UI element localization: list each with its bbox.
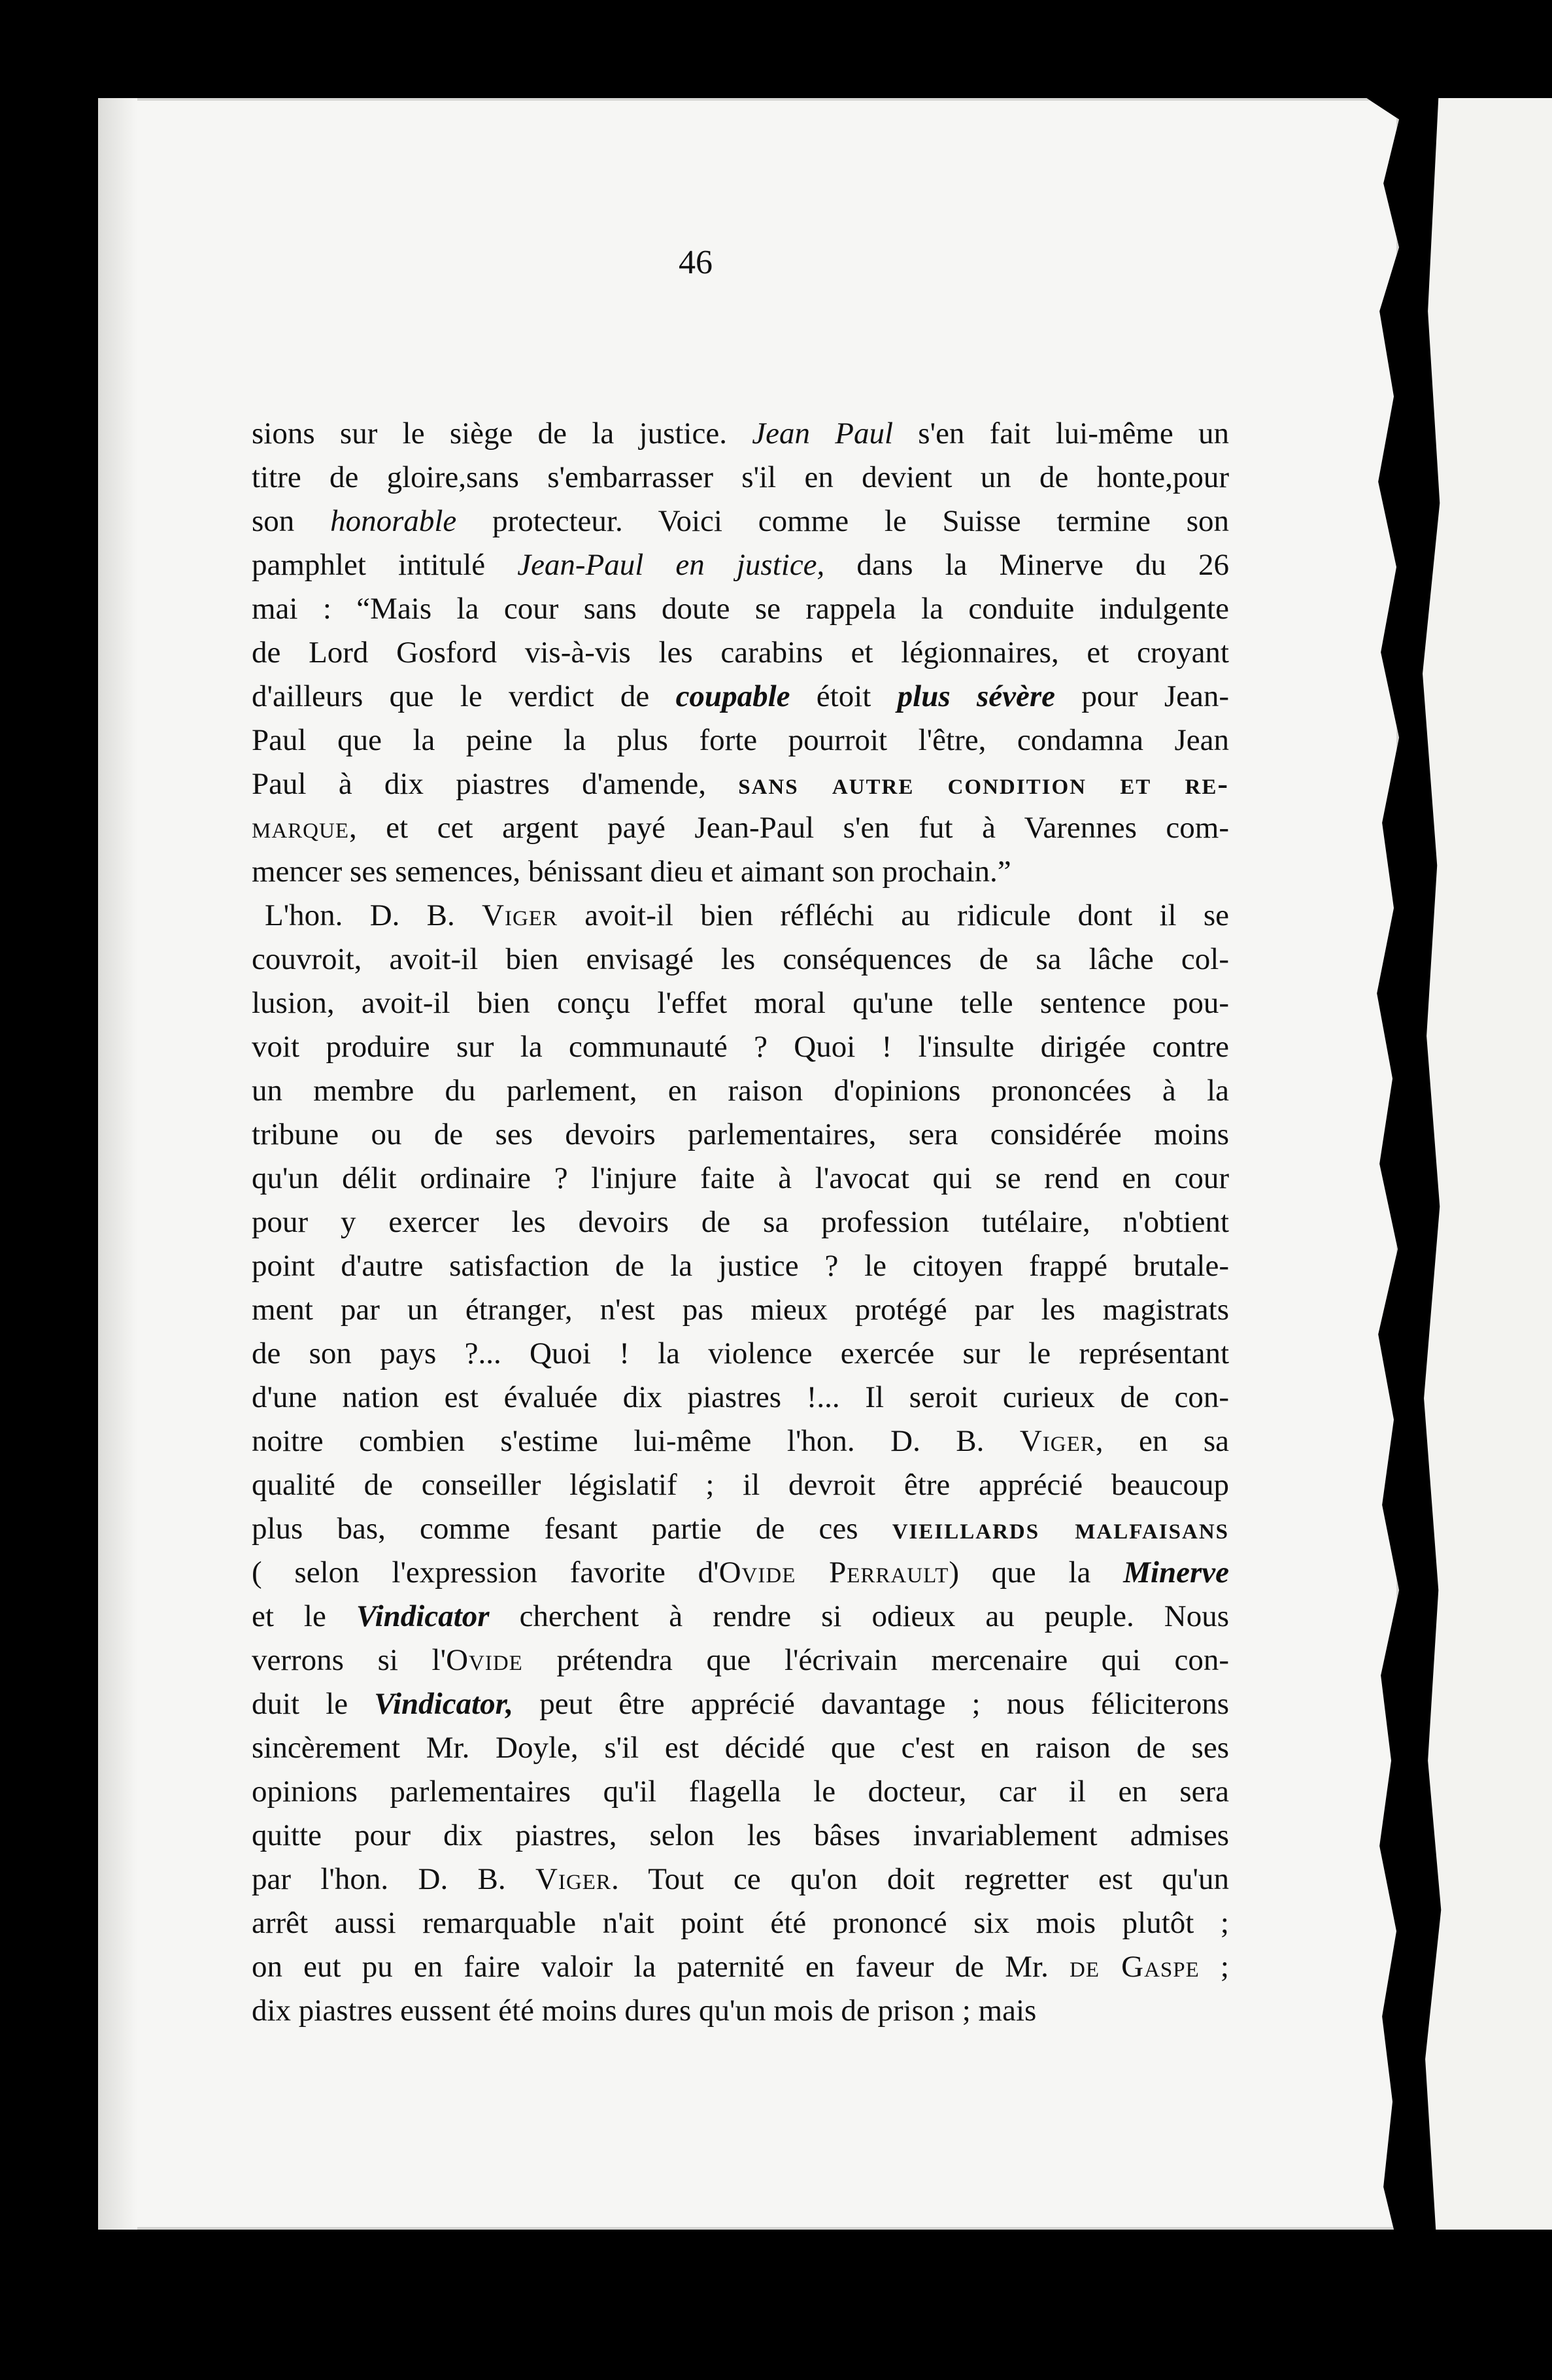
text-run: couvroit, avoit-il bien envisagé les conséquences de sa lâche col-: [252, 942, 1229, 976]
text-line: [252, 1507, 1229, 1551]
text-run: étoit: [790, 679, 898, 713]
text-line: [252, 981, 1229, 1025]
text-run: de Lord Gosford vis-à-vis les carabins et légionnaires, et croyant: [252, 636, 1229, 670]
text-run: dix piastres eussent été moins dures qu'un mois de prison ; mais: [252, 1994, 1037, 2028]
text-run: son: [252, 504, 331, 538]
text-run: pour y exercer les devoirs de sa profession tutélaire, n'obtient: [252, 1205, 1229, 1239]
text-run: s'en fait lui-même un: [893, 416, 1229, 450]
text-run: Jean Paul: [752, 416, 894, 450]
text-run: marque: [252, 811, 350, 845]
text-run: Vindicator,: [374, 1687, 514, 1721]
text-line: [252, 1463, 1229, 1507]
text-run: Minerve: [1123, 1556, 1229, 1590]
text-run: sans autre condition et re-: [738, 767, 1229, 801]
text-run: d'une nation est évaluée dix piastres !... Il seroit curieux de con-: [252, 1380, 1229, 1414]
text-line: [252, 1288, 1229, 1332]
text-run: mai : “Mais la cour sans doute se rappela la conduite indulgente: [252, 592, 1229, 626]
text-run: point d'autre satisfaction de la justice ? le citoyen frappé brutale-: [252, 1249, 1229, 1283]
text-run: Viger: [1019, 1424, 1096, 1458]
text-line: [252, 938, 1229, 981]
text-run: L'hon. D. B.: [265, 898, 482, 932]
text-line: [252, 1726, 1229, 1770]
text-run: un membre du parlement, en raison d'opinions prononcées à la: [252, 1074, 1229, 1108]
text-run: dans la Minerve du 26: [824, 548, 1229, 582]
text-run: lusion, avoit-il bien conçu l'effet moral qu'une telle sentence pou-: [252, 986, 1229, 1020]
text-line: [252, 1376, 1229, 1420]
text-run: d'ailleurs que le verdict de: [252, 679, 676, 713]
text-run: peut être apprécié davantage ; nous féliciterons: [513, 1687, 1229, 1721]
text-line: [252, 1332, 1229, 1376]
text-line: [252, 1989, 1229, 2033]
text-line: [252, 806, 1229, 850]
text-line: [252, 1945, 1229, 1989]
text-line: [252, 850, 1229, 894]
text-line: [252, 1770, 1229, 1814]
text-run: sincèrement Mr. Doyle, s'il est décidé que c'est en raison de ses: [252, 1731, 1229, 1765]
text-run: arrêt aussi remarquable n'ait point été prononcé six mois plutôt ;: [252, 1906, 1229, 1940]
text-run: coupable: [675, 679, 790, 713]
text-line: [252, 1595, 1229, 1639]
text-line: [252, 1814, 1229, 1858]
text-line: [252, 675, 1229, 719]
text-run: pamphlet intitulé: [252, 548, 518, 582]
text-run: prétendra que l'écrivain mercenaire qui con-: [522, 1643, 1229, 1677]
text-run: plus sévère: [897, 679, 1056, 713]
text-run: qu'un délit ordinaire ? l'injure faite à l'avocat qui se rend en cour: [252, 1161, 1229, 1195]
text-line: [252, 1682, 1229, 1726]
text-run: Viger: [482, 898, 558, 932]
text-run: Paul à dix piastres d'amende,: [252, 767, 739, 801]
text-run: ;: [1199, 1950, 1229, 1984]
text-run: on eut pu en faire valoir la paternité en faveur de Mr.: [252, 1950, 1070, 1984]
text-run: Ovide: [446, 1643, 523, 1677]
text-run: . Tout ce qu'on doit regretter est qu'un: [611, 1862, 1229, 1896]
text-line: [252, 719, 1229, 762]
text-line: [252, 456, 1229, 500]
text-line: [252, 762, 1229, 806]
text-run: Jean-Paul en justice,: [517, 548, 825, 582]
text-line: [252, 412, 1229, 456]
text-run: par l'hon. D. B.: [252, 1862, 536, 1896]
text-run: noitre combien s'estime lui-même l'hon. D. B.: [252, 1424, 1020, 1458]
text-run: mencer ses semences, bénissant dieu et aimant son prochain.”: [252, 855, 1011, 889]
text-run: ( selon l'expression favorite d': [252, 1556, 719, 1590]
text-run: Viger: [535, 1862, 611, 1896]
text-run: titre de gloire,sans s'embarrasser s'il en devient un de honte,pour: [252, 460, 1229, 494]
text-run: qualité de conseiller législatif ; il devroit être apprécié beaucoup: [252, 1468, 1229, 1502]
text-run: cherchent à rendre si odieux au peuple. Nous: [489, 1599, 1229, 1633]
text-run: , et cet argent payé Jean-Paul s'en fut à Varennes com-: [349, 811, 1229, 845]
text-line: [252, 1639, 1229, 1682]
text-run: ment par un étranger, n'est pas mieux protégé par les magistrats: [252, 1293, 1229, 1327]
text-line: [252, 1420, 1229, 1463]
text-line: [252, 1157, 1229, 1200]
text-line: [252, 1858, 1229, 1901]
text-line: [252, 1244, 1229, 1288]
text-run: opinions parlementaires qu'il flagella le docteur, car il en sera: [252, 1775, 1229, 1809]
text-run: vieillards malfaisans: [892, 1512, 1230, 1546]
text-run: protecteur. Voici comme le Suisse termine son: [456, 504, 1230, 538]
text-line: [252, 1069, 1229, 1113]
text-line: [252, 1025, 1229, 1069]
text-line: [252, 1901, 1229, 1945]
text-run: verrons si l': [252, 1643, 447, 1677]
text-run: Ovide Perrault: [718, 1556, 949, 1590]
text-run: plus bas, comme fesant partie de ces: [252, 1512, 892, 1546]
text-line: [252, 631, 1229, 675]
adjacent-page-edge: [1420, 98, 1552, 2230]
text-line: [252, 1551, 1229, 1595]
text-run: honorable: [330, 504, 457, 538]
text-line: [252, 1113, 1229, 1157]
page-number: 46: [679, 244, 713, 281]
text-run: , en sa: [1095, 1424, 1229, 1458]
text-run: de Gaspe: [1069, 1950, 1200, 1984]
text-run: et le: [252, 1599, 356, 1633]
text-run: Vindicator: [356, 1599, 490, 1633]
text-run: quitte pour dix piastres, selon les bâses invariablement admises: [252, 1818, 1229, 1852]
text-run: pour Jean-: [1055, 679, 1229, 713]
text-run: duit le: [252, 1687, 375, 1721]
text-run: tribune ou de ses devoirs parlementaires, sera considérée moins: [252, 1117, 1229, 1151]
text-run: voit produire sur la communauté ? Quoi ! l'insulte dirigée contre: [252, 1030, 1229, 1064]
text-run: sions sur le siège de la justice.: [252, 416, 752, 450]
text-run: de son pays ?... Quoi ! la violence exercée sur le représentant: [252, 1336, 1229, 1370]
text-line: [252, 1200, 1229, 1244]
text-line: [252, 587, 1229, 631]
text-run: Paul que la peine la plus forte pourroit l'être, condamna Jean: [252, 723, 1229, 757]
text-line: [252, 500, 1229, 543]
text-run: ) que la: [949, 1556, 1124, 1590]
text-run: avoit-il bien réfléchi au ridicule dont il se: [557, 898, 1230, 932]
text-line: [252, 543, 1229, 587]
text-line: [252, 894, 1229, 938]
body-text: [252, 412, 1229, 2033]
